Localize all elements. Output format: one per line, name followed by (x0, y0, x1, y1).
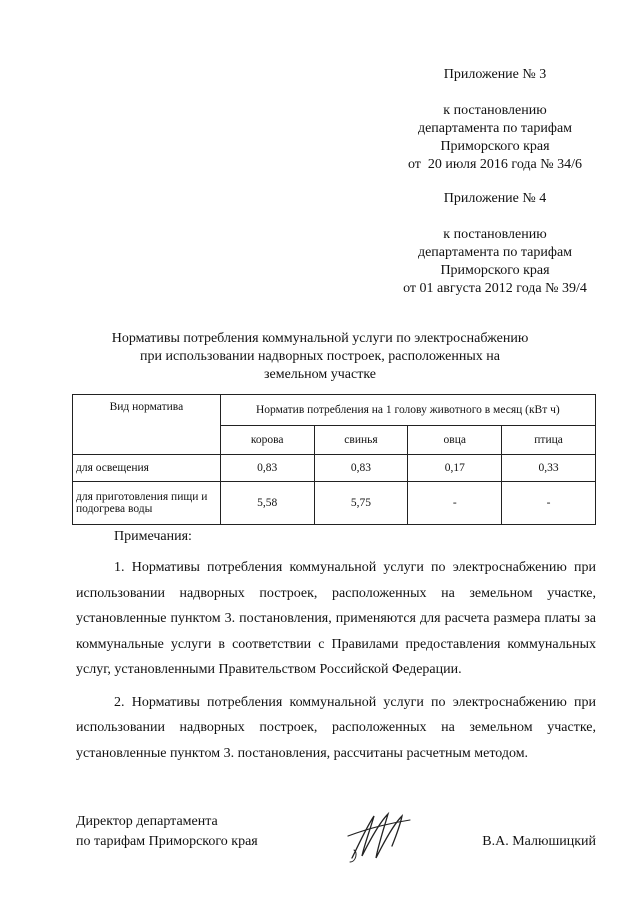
appendix-4-line: департамента по тарифам (417, 245, 573, 260)
animal-header-sheep: овца (408, 426, 502, 455)
row-label: для приготовления пищи и подогрева воды (73, 482, 221, 525)
note-item: 2. Нормативы потребления коммунальной услуги по электроснабжению при использовании надворных построек, расположенных на земельном участке, установленные пунктом 3. постановления, рассчитаны расчетным методом. (76, 694, 596, 761)
position-line: по тарифам Приморского края (76, 834, 258, 849)
notes-heading: Примечания: (114, 529, 192, 544)
document-title (90, 330, 550, 384)
group-header: Норматив потребления на 1 голову животного в месяц (кВт ч) (220, 395, 595, 426)
appendix-4-title: Приложение № 4 (443, 191, 547, 206)
appendix-4-date-line: от 01 августа 2012 года № 39/4 (403, 281, 587, 296)
table-cell: 5,58 (220, 482, 314, 525)
handwritten-signature (344, 806, 414, 866)
animal-header-pig: свинья (314, 426, 408, 455)
appendix-3-line: департамента по тарифам (417, 121, 573, 136)
row-label: для освещения (73, 455, 221, 482)
appendix-4-line: Приморского края (440, 263, 550, 278)
animal-header-poultry: птица (502, 426, 596, 455)
position-line: Директор департамента (76, 814, 218, 829)
note-item: 1. Нормативы потребления коммунальной услуги по электроснабжению при использовании надворных построек, расположенных на земельном участке, установленные пунктом 3. постановления, применяются для расчета размера платы за коммунальные услуги в соответствии с Правилами предоставления коммунальных услуг, установленными Правительством Российской Федерации. (76, 560, 596, 677)
animal-header-cow: корова (220, 426, 314, 455)
table-cell: - (408, 482, 502, 525)
title-line: при использовании надворных построек, расположенных на (140, 349, 500, 364)
title-line: земельном участке (263, 367, 377, 382)
col-type-header: Вид норматива (73, 395, 221, 455)
table-row (73, 455, 596, 482)
appendix-3-date-line: от 20 июля 2016 года № 34/6 (407, 157, 583, 172)
appendix-3-title: Приложение № 3 (443, 67, 547, 82)
appendix-3-line: Приморского края (440, 139, 550, 154)
table-cell: 0,83 (314, 455, 408, 482)
table-cell: 5,75 (314, 482, 408, 525)
notes-section (76, 527, 596, 773)
table-cell: 0,17 (408, 455, 502, 482)
appendix-3-line: к постановлению (443, 103, 547, 118)
table-cell: 0,83 (220, 455, 314, 482)
appendix-4-line: к постановлению (443, 227, 547, 242)
title-line: Нормативы потребления коммунальной услуги по электроснабжению (111, 331, 529, 346)
signatory-name: В.А. Малюшицкий (482, 834, 596, 849)
table-row (73, 482, 596, 525)
appendix-3-header (390, 66, 600, 174)
table-cell: - (502, 482, 596, 525)
signature-block (76, 812, 596, 852)
table-header-row (73, 395, 596, 426)
appendix-4-header (382, 190, 608, 298)
norms-table (72, 394, 596, 525)
table-cell: 0,33 (502, 455, 596, 482)
